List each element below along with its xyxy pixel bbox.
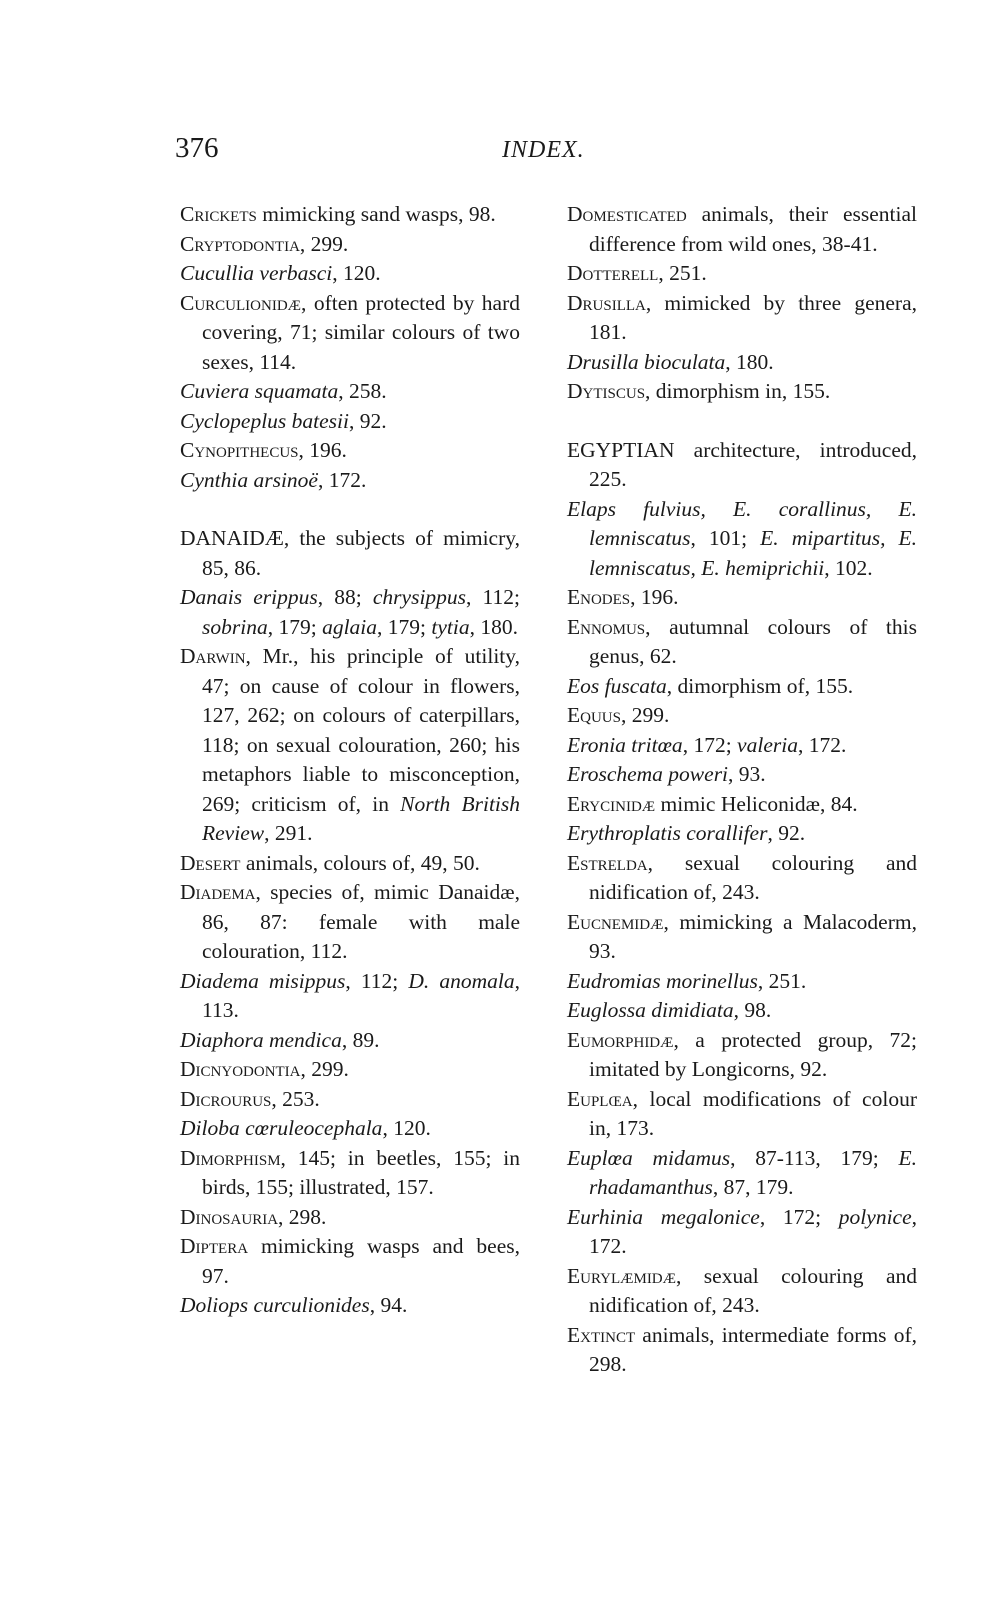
index-entry [180,524,520,583]
entry-text: , 112; [466,585,520,609]
index-entry [180,200,520,230]
entry-italic-text: Euplœa midamus [567,1145,731,1170]
index-entry [567,760,917,790]
entry-text: , 120. [332,261,381,285]
entry-italic-text: North British Review [202,791,521,845]
index-entry [180,230,520,260]
index-entry [180,289,520,378]
entry-text: , autumnal colours of this genus, 62. [589,614,917,668]
index-entry [567,1321,917,1380]
entry-heading: Curculionidæ [180,290,302,315]
entry-italic-text: Diaphora mendica [180,1027,342,1052]
running-head: INDEX. [502,137,585,163]
entry-italic-text: Drusilla bioculata [567,349,726,374]
entry-italic-text: Elaps fulvius, E. corallinus, E. lemniscatus [567,496,917,550]
page-number: 376 [175,132,219,164]
entry-italic-text: Diadema misippus [180,968,346,993]
entry-text: , 94. [369,1293,408,1317]
index-entry [567,200,917,259]
index-entry [567,613,917,672]
entry-text: , 172. [797,732,847,757]
entry-heading: Domesticated [567,202,687,226]
entry-text: , 172. [589,1204,917,1258]
entry-text: , 112; [345,968,409,993]
entry-heading: Dimorphism [180,1145,281,1170]
entry-italic-text: Erythroplatis corallifer [567,821,768,845]
index-entry [180,967,520,1026]
entry-heading: Erycinidæ [567,791,656,816]
entry-text: mimicking sand wasps, 98. [256,202,496,226]
index-entry [180,642,520,849]
entry-italic-text: Cynthia arsinoë [180,467,318,492]
entry-text: , 251. [658,261,707,285]
entry-heading: Dicnyodontia [180,1057,301,1081]
entry-text: , 179; [267,614,323,639]
index-entry [567,908,917,967]
entry-italic-text: valeria [737,732,798,757]
index-entry [180,466,520,496]
entry-heading: Euplœa [567,1086,633,1111]
index-entry [567,1144,917,1203]
entry-text: , 92. [767,821,806,845]
entry-heading: Darwin [180,644,246,668]
entry-text: , 180. [725,349,774,374]
index-entry [180,407,520,437]
index-entry [567,849,917,908]
entry-italic-text: Eronia tritœa [567,732,683,757]
entry-text: , 258. [338,379,387,403]
entry-text: animals, colours of, 49, 50. [240,850,480,875]
entry-text: , often protected by hard covering, 71; similar colours of two sexes, 114. [202,290,520,374]
entry-italic-text: Cyclopeplus batesii [180,408,349,433]
entry-text: , a protected group, 72; imitated by Longicorns, 92. [589,1027,917,1081]
entry-text: EGYPTIAN [567,437,675,462]
entry-text: , 145; in beetles, 155; in birds, 155; illustrated, 157. [202,1145,520,1199]
index-entry [567,348,917,378]
entry-italic-text: Eroschema poweri [567,762,729,786]
entry-heading: Extinct [567,1322,636,1347]
entry-italic-text: E. mipartitus, E. lemniscatus, E. hemiprichii [589,526,917,580]
entry-text: , 113. [202,968,520,1022]
entry-heading: Drusilla [567,290,646,315]
entry-heading: Eurylæmidæ [567,1263,676,1288]
entry-text: , 87-113, 179; [730,1145,899,1170]
index-entry [180,583,520,642]
index-entry [567,819,917,849]
entry-heading: Dytiscus [567,379,646,403]
entry-text: , dimorphism of, 155. [666,673,854,698]
entry-heading: Diptera [180,1234,249,1258]
entry-text: , 180. [469,614,518,639]
index-entry [180,259,520,289]
entry-text: , 172. [317,467,367,492]
entry-text: , 298. [278,1204,327,1229]
index-entry [180,1144,520,1203]
entry-italic-text: Cuviera squamata [180,379,339,403]
entry-heading: Cryptodontia [180,231,300,256]
entry-heading: Ennomus [567,614,646,639]
index-entry [567,377,917,407]
entry-heading: Estrelda [567,850,648,875]
entry-italic-text: Eudromias morinellus [567,968,758,993]
index-entry [180,1055,520,1085]
index-entry [567,259,917,289]
entry-heading: Eumorphidæ [567,1027,674,1052]
index-entry [567,790,917,820]
entry-italic-text: Diloba cœruleocephala [180,1116,383,1140]
entry-text: , 93. [728,762,766,786]
index-entry [180,878,520,967]
entry-italic-text: Euglossa dimidiata [567,998,734,1022]
entry-text: , 101; [690,526,761,550]
entry-text: , 172; [682,732,738,757]
entry-text: , Mr., his principle of utility, 47; on cause of colour in flowers, 127, 262; on colours of caterpillars, 118; on sexual colouration, 260; his metaphors liable to misconception, 269; criticism of, in [202,644,520,816]
entry-heading: Eucnemidæ [567,909,664,934]
entry-text: animals, intermediate forms of, 298. [589,1322,917,1376]
entry-text: , 102. [824,555,873,580]
entry-text: , mimicked by three genera, 181. [589,290,917,344]
entry-heading: Cynopithecus [180,438,299,462]
entry-text: , 179; [377,614,432,639]
index-entry [567,996,917,1026]
entry-heading: Dicrourus [180,1086,272,1111]
entry-text: mimicking wasps and bees, 97. [202,1234,520,1288]
section-gap [567,407,917,436]
entry-italic-text: D. anomala [408,968,515,993]
entry-italic-text: chrysippus [372,585,467,609]
entry-text: , 120. [382,1116,431,1140]
entry-text: , 251. [757,968,807,993]
entry-italic-text: Cucullia verbasci [180,261,333,285]
index-entry [180,1114,520,1144]
entry-text: , 87, 179. [712,1175,794,1199]
index-entry [180,1026,520,1056]
entry-text: , 291. [264,821,313,845]
index-entry [180,1203,520,1233]
entry-italic-text: polynice [838,1204,912,1229]
entry-text: , local modifications of colour in, 173. [589,1086,917,1140]
entry-heading: Enodes [567,585,631,609]
index-entry [180,1232,520,1291]
entry-text: , sexual colouring and nidification of, 243. [589,850,917,904]
entry-text: DANAIDÆ [180,526,284,550]
entry-italic-text: sobrina [202,614,268,639]
entry-italic-text: aglaia [322,614,378,639]
entry-text: , 196. [298,438,347,462]
entry-text: , 172; [759,1204,839,1229]
index-entry [180,377,520,407]
index-entry [567,1085,917,1144]
index-entry [180,849,520,879]
entry-text: , mimicking a Malacoderm, 93. [589,909,917,963]
entry-text: , 92. [349,408,387,433]
entry-heading: Diadema [180,880,256,904]
entry-heading: Crickets [180,202,257,226]
entry-italic-text: Eurhinia megalonice [567,1204,760,1229]
entry-text: architecture, introduced, 225. [589,437,917,491]
entry-text: , 299. [299,231,349,256]
index-entry [180,1291,520,1321]
index-column-right [567,200,917,1380]
index-entry [567,583,917,613]
index-entry [567,967,917,997]
entry-italic-text: Danais erippus [180,585,318,609]
index-entry [567,1026,917,1085]
entry-text: , 88; [317,585,373,609]
index-entry [567,731,917,761]
entry-text: , 299. [620,703,670,727]
entry-italic-text: Eos fuscata [567,673,667,698]
index-entry [567,1262,917,1321]
index-entry [567,289,917,348]
index-entry [567,436,917,495]
entry-text: , sexual colouring and nidification of, 243. [589,1263,917,1317]
index-entry [567,495,917,584]
entry-heading: Dinosauria [180,1204,279,1229]
entry-text: , 89. [341,1027,380,1052]
index-entry [567,672,917,702]
entry-text: mimic Heliconidæ, 84. [655,791,858,816]
index-entry [180,436,520,466]
entry-text: , 98. [733,998,772,1022]
index-column-left [180,200,520,1321]
entry-text: , dimorphism in, 155. [645,379,831,403]
entry-italic-text: E. rhadamanthus [589,1145,917,1199]
entry-italic-text: Doliops curculionides [180,1293,370,1317]
entry-italic-text: tytia [431,614,470,639]
index-entry [180,1085,520,1115]
entry-text: , the subjects of mimicry, 85, 86. [202,526,520,580]
section-gap [180,495,520,524]
entry-text: , 253. [271,1086,320,1111]
entry-heading: Equus [567,703,621,727]
entry-text: , 196. [630,585,679,609]
entry-heading: Dotterell [567,261,659,285]
entry-heading: Desert [180,850,241,875]
entry-text: , species of, mimic Danaidæ, 86, 87: female with male colouration, 112. [202,880,520,963]
entry-text: , 299. [300,1057,349,1081]
index-entry [567,701,917,731]
index-entry [567,1203,917,1262]
entry-text: animals, their essential difference from wild ones, 38-41. [589,202,917,256]
